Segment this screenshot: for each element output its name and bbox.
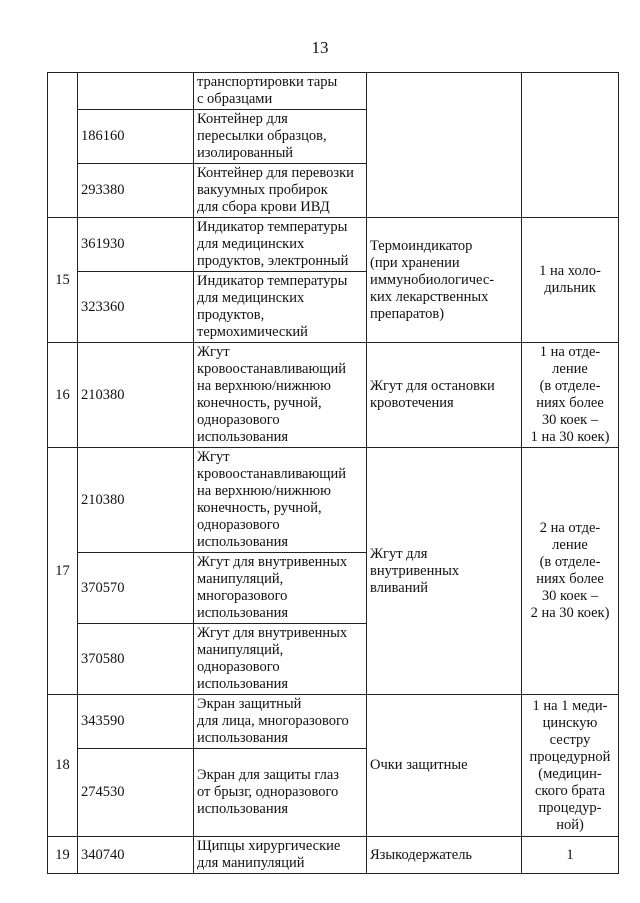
row-number: 15 — [48, 218, 78, 343]
row-number: 18 — [48, 695, 78, 837]
device-code: 274530 — [78, 749, 194, 837]
row-number — [48, 73, 78, 218]
table-row — [48, 218, 619, 272]
device-name: Жгут кровоостанавливающий на верхнюю/нижнюю конечность, ручной, одноразового использования — [194, 448, 367, 553]
device-name: Щипцы хирургические для манипуляций — [194, 837, 367, 874]
device-code: 293380 — [78, 164, 194, 218]
device-code: 210380 — [78, 343, 194, 448]
device-quantity: 1 на отде- ление (в отделе- ниях более 30 коек – 1 на 30 коек) — [522, 343, 619, 448]
device-name: Жгут для внутривенных манипуляций, многоразового использования — [194, 553, 367, 624]
device-code: 210380 — [78, 448, 194, 553]
table-row — [48, 343, 619, 448]
device-code: 370580 — [78, 624, 194, 695]
row-number: 17 — [48, 448, 78, 695]
device-quantity: 2 на отде- ление (в отделе- ниях более 30 коек – 2 на 30 коек) — [522, 448, 619, 695]
device-name: Контейнер для перевозки вакуумных пробирок для сбора крови ИВД — [194, 164, 367, 218]
device-code — [78, 73, 194, 110]
table-row — [48, 837, 619, 874]
device-quantity: 1 на 1 меди- цинскую сестру процедурной (медицин- ского брата процедур- ной) — [522, 695, 619, 837]
device-name: Жгут для внутривенных манипуляций, одноразового использования — [194, 624, 367, 695]
device-purpose: Жгут для внутривенных вливаний — [367, 448, 522, 695]
device-name: Индикатор температуры для медицинских продуктов, электронный — [194, 218, 367, 272]
device-name: Экран защитный для лица, многоразового использования — [194, 695, 367, 749]
device-name: Контейнер для пересылки образцов, изолированный — [194, 110, 367, 164]
row-number: 16 — [48, 343, 78, 448]
device-code: 370570 — [78, 553, 194, 624]
page-number: 13 — [311, 38, 329, 57]
row-number: 19 — [48, 837, 78, 874]
device-purpose: Языкодержатель — [367, 837, 522, 874]
device-name: Индикатор температуры для медицинских продуктов, термохимический — [194, 272, 367, 343]
device-quantity: 1 на холо- дильник — [522, 218, 619, 343]
device-code: 361930 — [78, 218, 194, 272]
device-purpose: Жгут для остановки кровотечения — [367, 343, 522, 448]
device-purpose: Термоиндикатор (при хранении иммунобиологичес- ких лекарственных препаратов) — [367, 218, 522, 343]
device-name: Экран для защиты глаз от брызг, одноразового использования — [194, 749, 367, 837]
table-row — [48, 695, 619, 749]
device-name: Жгут кровоостанавливающий на верхнюю/нижнюю конечность, ручной, одноразового использования — [194, 343, 367, 448]
device-purpose: Очки защитные — [367, 695, 522, 837]
device-quantity — [522, 73, 619, 218]
table-row — [48, 73, 619, 110]
device-purpose — [367, 73, 522, 218]
device-quantity: 1 — [522, 837, 619, 874]
device-code: 343590 — [78, 695, 194, 749]
device-code: 340740 — [78, 837, 194, 874]
device-name: транспортировки тары с образцами — [194, 73, 367, 110]
table-row — [48, 448, 619, 553]
equipment-table — [47, 72, 619, 874]
device-code: 323360 — [78, 272, 194, 343]
device-code: 186160 — [78, 110, 194, 164]
